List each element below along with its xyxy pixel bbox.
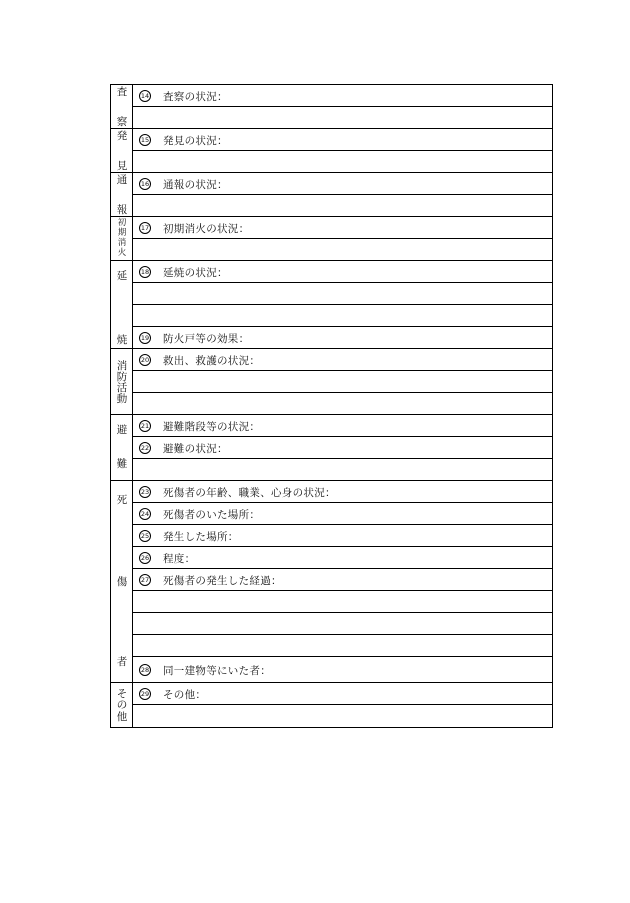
label-char: 消 xyxy=(116,360,128,372)
label-char: 査 xyxy=(116,86,128,98)
label-char: 傷 xyxy=(116,576,128,588)
section-other xyxy=(111,683,552,727)
item-number: 14 xyxy=(140,92,150,100)
label-char: 報 xyxy=(116,204,128,216)
section-evacuation xyxy=(111,415,552,481)
field-row[interactable] xyxy=(133,415,552,437)
label-char: 焼 xyxy=(116,334,128,346)
field-row-blank[interactable] xyxy=(133,283,552,305)
item-number: 23 xyxy=(140,488,150,496)
label-char: 死 xyxy=(116,494,128,506)
field-label: 同一建物等にいた者： xyxy=(163,665,271,677)
label-char: の xyxy=(116,699,128,711)
field-row-blank[interactable] xyxy=(133,305,552,327)
label-char: 期 xyxy=(117,228,127,238)
field-label: 死傷者の発生した経過： xyxy=(163,575,282,587)
field-row[interactable] xyxy=(133,261,552,283)
field-row-blank[interactable] xyxy=(133,613,552,635)
field-row[interactable] xyxy=(133,547,552,569)
section-label-discovery xyxy=(111,129,133,172)
field-row-blank[interactable] xyxy=(133,151,552,173)
field-label: 程度： xyxy=(163,553,196,565)
label-char: 動 xyxy=(116,393,128,405)
field-row[interactable] xyxy=(133,481,552,503)
field-row-blank[interactable] xyxy=(133,195,552,217)
label-char: 火 xyxy=(117,248,127,258)
field-row[interactable] xyxy=(133,327,552,349)
item-number: 15 xyxy=(140,136,150,144)
section-label-inspection xyxy=(111,85,133,128)
field-row-blank[interactable] xyxy=(133,371,552,393)
item-number: 18 xyxy=(140,268,150,276)
item-number: 17 xyxy=(140,224,150,232)
label-char: 防 xyxy=(116,371,128,383)
field-row[interactable] xyxy=(133,525,552,547)
item-number: 19 xyxy=(140,334,150,342)
field-row-blank[interactable] xyxy=(133,591,552,613)
section-report xyxy=(111,173,552,217)
field-label: その他： xyxy=(163,689,207,701)
field-row-blank[interactable] xyxy=(133,393,552,415)
field-label: 救出、救護の状況： xyxy=(163,355,261,367)
field-label: 死傷者のいた場所： xyxy=(163,509,261,521)
field-row[interactable] xyxy=(133,129,552,151)
item-number: 24 xyxy=(140,510,150,518)
field-row[interactable] xyxy=(133,683,552,705)
item-number: 28 xyxy=(140,666,150,674)
field-label: 延焼の状況： xyxy=(163,267,228,279)
fire-report-form xyxy=(110,84,553,728)
field-row[interactable] xyxy=(133,503,552,525)
section-firefighting xyxy=(111,349,552,415)
field-row[interactable] xyxy=(133,437,552,459)
item-number: 27 xyxy=(140,576,150,584)
section-label-report xyxy=(111,173,133,216)
item-number: 22 xyxy=(140,444,150,452)
item-number: 29 xyxy=(140,690,150,698)
label-char: 見 xyxy=(116,160,128,172)
label-char: 活 xyxy=(116,382,128,394)
item-number: 16 xyxy=(140,180,150,188)
field-row-blank[interactable] xyxy=(133,459,552,481)
label-char: 避 xyxy=(116,424,128,436)
item-number: 20 xyxy=(140,356,150,364)
field-label: 査察の状況： xyxy=(163,91,228,103)
field-row[interactable] xyxy=(133,349,552,371)
field-row[interactable] xyxy=(133,569,552,591)
field-label: 初期消火の状況： xyxy=(163,223,250,235)
field-label: 発生した場所： xyxy=(163,531,239,543)
field-label: 死傷者の年齢、職業、心身の状況： xyxy=(163,487,336,499)
field-row-blank[interactable] xyxy=(133,239,552,261)
section-label-initial-extinguish xyxy=(111,217,133,260)
field-row-blank[interactable] xyxy=(133,635,552,657)
section-label-evacuation xyxy=(111,415,133,480)
section-label-firefighting xyxy=(111,349,133,414)
field-label: 通報の状況： xyxy=(163,179,228,191)
field-row-blank[interactable] xyxy=(133,705,552,727)
section-casualties xyxy=(111,481,552,683)
label-char: 通 xyxy=(116,174,128,186)
label-char: 延 xyxy=(116,270,128,282)
item-number: 26 xyxy=(140,554,150,562)
field-row[interactable] xyxy=(133,657,552,683)
field-label: 避難階段等の状況： xyxy=(163,421,261,433)
section-spread xyxy=(111,261,552,349)
label-char: 初 xyxy=(117,218,127,228)
label-char: 察 xyxy=(116,116,128,128)
label-char: 消 xyxy=(117,238,127,248)
label-char: そ xyxy=(116,688,128,700)
section-discovery xyxy=(111,129,552,173)
label-char: 者 xyxy=(116,656,128,668)
section-label-other xyxy=(111,683,133,727)
item-number: 21 xyxy=(140,422,150,430)
section-label-spread xyxy=(111,261,133,348)
label-char: 難 xyxy=(116,458,128,470)
field-row-blank[interactable] xyxy=(133,107,552,129)
section-label-casualties xyxy=(111,481,133,682)
label-char: 発 xyxy=(116,130,128,142)
field-label: 防火戸等の効果： xyxy=(163,333,250,345)
field-row[interactable] xyxy=(133,85,552,107)
field-label: 発見の状況： xyxy=(163,135,228,147)
label-char: 他 xyxy=(116,711,128,723)
section-initial-extinguish xyxy=(111,217,552,261)
field-row[interactable] xyxy=(133,217,552,239)
item-number: 25 xyxy=(140,532,150,540)
field-label: 避難の状況： xyxy=(163,443,228,455)
field-row[interactable] xyxy=(133,173,552,195)
section-inspection xyxy=(111,85,552,129)
